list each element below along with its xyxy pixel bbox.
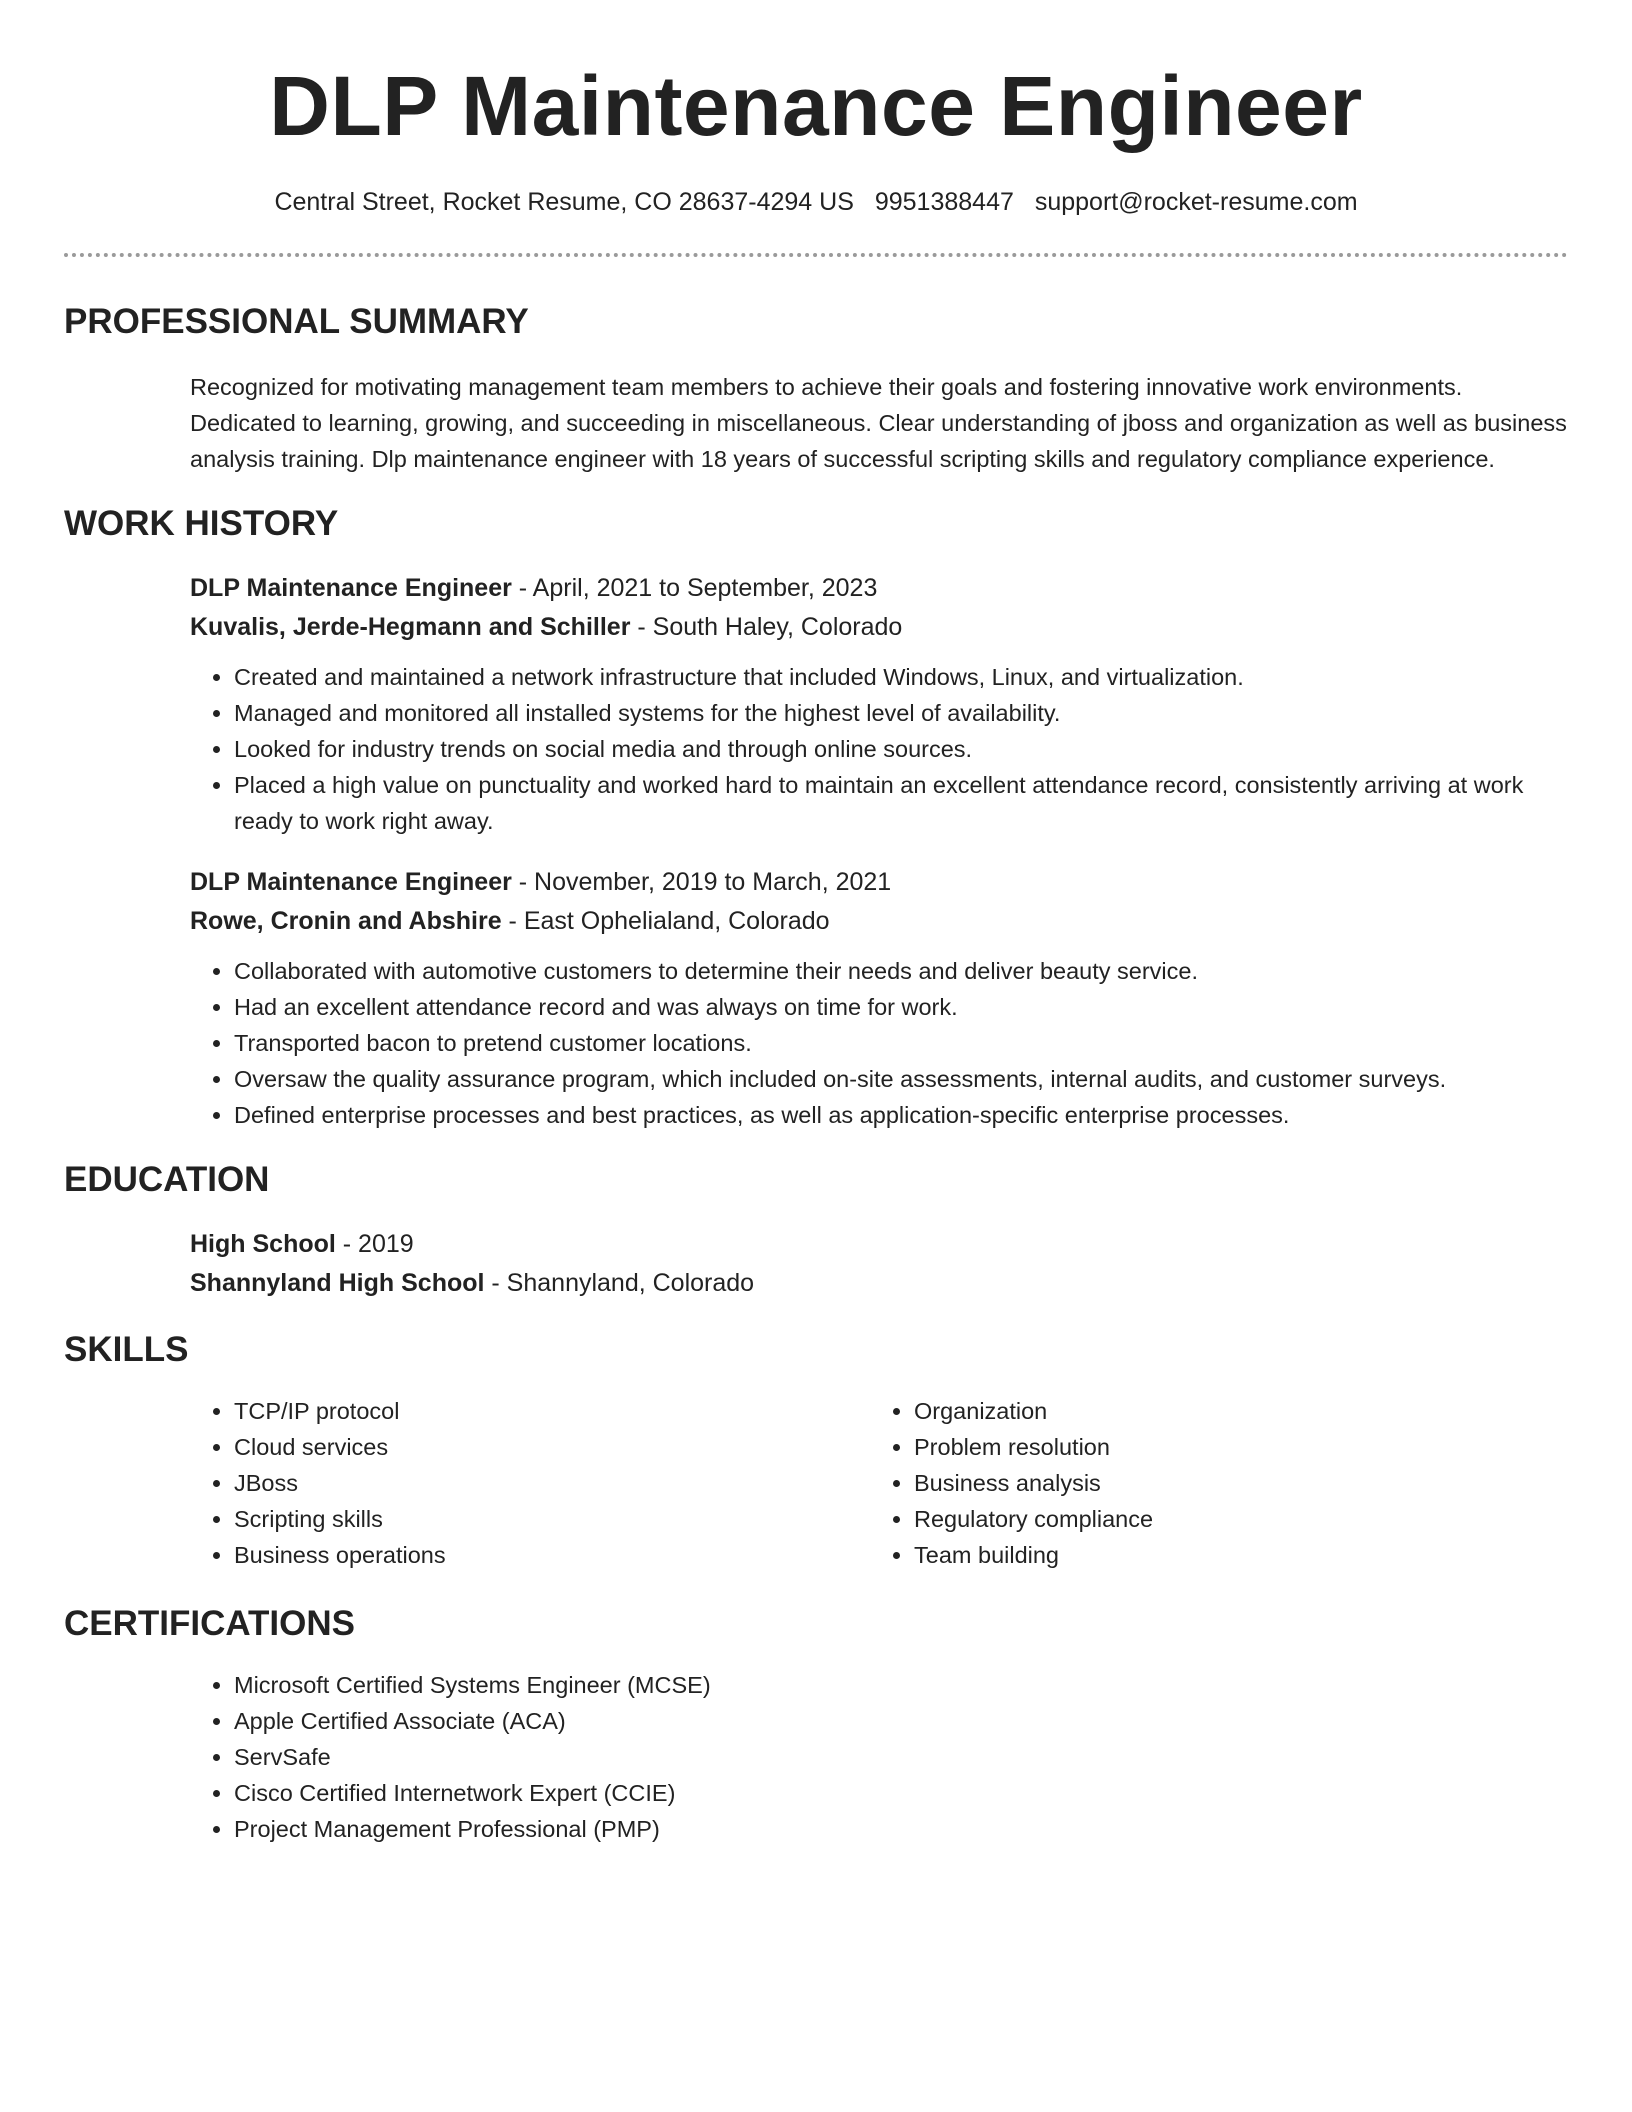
certification-item: • Apple Certified Associate (ACA) <box>234 1703 1568 1739</box>
certification-item: • Project Management Professional (PMP) <box>234 1811 1568 1847</box>
work-history-heading: WORK HISTORY <box>64 504 339 543</box>
certifications-list <box>190 1667 1568 1847</box>
job-title-line <box>190 569 1568 608</box>
skills-column-right <box>870 1393 1153 1573</box>
certification-item: • ServSafe <box>234 1739 1568 1775</box>
job-bullet: • Defined enterprise processes and best practices, as well as application-specific enterprise processes. <box>234 1097 1568 1133</box>
skill-item: • Problem resolution <box>914 1429 1153 1465</box>
contact-phone: 9951388447 <box>874 188 1014 216</box>
education-school-line <box>190 1264 1568 1303</box>
header-divider <box>64 253 1568 257</box>
skill-item: • JBoss <box>234 1465 446 1501</box>
education-entry <box>190 1225 1568 1303</box>
skill-item: • Scripting skills <box>234 1501 446 1537</box>
job-bullet: • Looked for industry trends on social media and through online sources. <box>234 731 1568 767</box>
skills-heading: SKILLS <box>64 1330 189 1369</box>
job-bullets <box>190 659 1568 839</box>
education-heading: EDUCATION <box>64 1160 270 1199</box>
contact-email[interactable]: support@rocket-resume.com <box>1034 188 1358 216</box>
skills-column-left <box>190 1393 446 1573</box>
job-bullet: • Placed a high value on punctuality and worked hard to maintain an excellent attendance record, consistently arriving at work ready to work right away. <box>234 767 1568 839</box>
job-title-line <box>190 863 1568 902</box>
job-bullets <box>190 953 1568 1133</box>
job-company: Kuvalis, Jerde-Hegmann and Schiller <box>190 613 631 641</box>
skill-item: • Cloud services <box>234 1429 446 1465</box>
job-bullet: • Collaborated with automotive customers to determine their needs and deliver beauty service. <box>234 953 1568 989</box>
job-bullet: • Transported bacon to pretend customer locations. <box>234 1025 1568 1061</box>
skill-item: • Business operations <box>234 1537 446 1573</box>
job-location: - South Haley, Colorado <box>630 613 903 641</box>
certification-item: • Microsoft Certified Systems Engineer (MCSE) <box>234 1667 1568 1703</box>
certification-item: • Cisco Certified Internetwork Expert (CCIE) <box>234 1775 1568 1811</box>
job-bullet: • Had an excellent attendance record and was always on time for work. <box>234 989 1568 1025</box>
job-entry <box>190 863 1568 1133</box>
education-degree-line <box>190 1225 1568 1264</box>
contact-line <box>64 185 1568 219</box>
job-company-line <box>190 608 1568 647</box>
contact-address: Central Street, Rocket Resume, CO 28637-4294 US <box>274 188 854 216</box>
job-dates: - November, 2019 to March, 2021 <box>511 868 892 896</box>
summary-text: Recognized for motivating management team members to achieve their goals and fostering innovative work environments. Dedicated to learning, growing, and succeeding in miscellaneous. Clear understanding of jboss and organization as well as business analysis training. Dlp maintenance engineer with 18 years of successful scripting skills and regulatory compliance experience. <box>190 374 1567 472</box>
education-year: - 2019 <box>335 1230 414 1258</box>
job-location: - East Ophelialand, Colorado <box>501 907 830 935</box>
job-company: Rowe, Cronin and Abshire <box>190 907 502 935</box>
job-dates: - April, 2021 to September, 2023 <box>511 574 878 602</box>
skill-item: • Organization <box>914 1393 1153 1429</box>
certifications-heading: CERTIFICATIONS <box>64 1604 356 1643</box>
skill-item: • Regulatory compliance <box>914 1501 1153 1537</box>
education-location: - Shannyland, Colorado <box>484 1269 755 1297</box>
job-bullet: • Managed and monitored all installed systems for the highest level of availability. <box>234 695 1568 731</box>
resume-page <box>64 0 1568 1847</box>
job-bullet: • Oversaw the quality assurance program, which included on-site assessments, internal audits, and customer surveys. <box>234 1061 1568 1097</box>
skill-item: • Business analysis <box>914 1465 1153 1501</box>
education-school: Shannyland High School <box>190 1269 485 1297</box>
job-title: DLP Maintenance Engineer <box>190 574 512 602</box>
skill-item: • Team building <box>914 1537 1153 1573</box>
job-entry <box>190 569 1568 839</box>
skills-list <box>190 1393 1568 1573</box>
job-title: DLP Maintenance Engineer <box>190 868 512 896</box>
job-bullet: • Created and maintained a network infrastructure that included Windows, Linux, and virtualization. <box>234 659 1568 695</box>
skill-item: • TCP/IP protocol <box>234 1393 446 1429</box>
job-company-line <box>190 902 1568 941</box>
summary-heading: PROFESSIONAL SUMMARY <box>64 302 529 341</box>
resume-title: DLP Maintenance Engineer <box>269 59 1363 153</box>
education-degree: High School <box>190 1230 336 1258</box>
